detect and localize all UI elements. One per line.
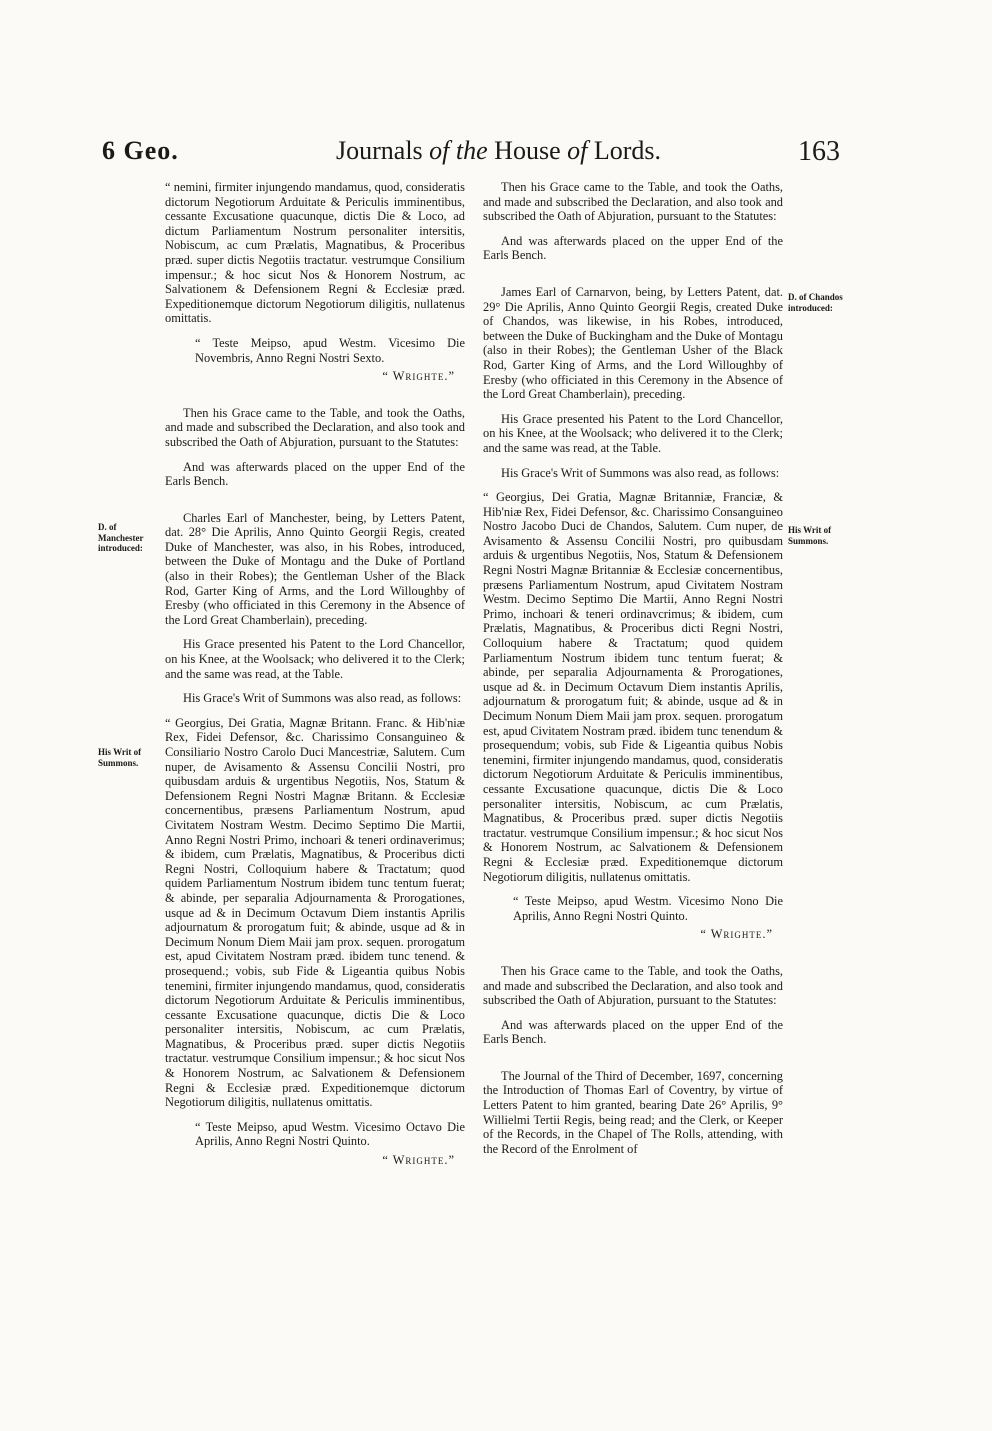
writ-conclusion-text: “ nemini, firmiter injungendo mandamus, quod, consideratis dictorum Negotiorum Arduitate & Periculis imminentibus, cessante Excusatione quacunque, dictis Die & Loco, ad dictum Parliamentum Nostrum personaliter intersitis, Nobiscum, ac cum Prælatis, Magnatibus, & Proceribus præd. super dictis Negotiis tractatur. vestrumque Consilium impensur.; & hoc sicut Nos & Honorem Nostrum, ac Salvationem & Defensionem Regni & Ecclesiæ præd. Expeditionemque dictorum Negotiorum diligitis, nullatenus omittatis.: [165, 180, 465, 326]
right-column: [483, 180, 783, 1166]
signature: “ Wrighte.”: [382, 1153, 455, 1168]
paragraph-patent-presented: His Grace presented his Patent to the Lord Chancellor, on his Knee, at the Woolsack; who delivered it to the Clerk; and the same was read, at the Table.: [165, 637, 465, 681]
teste-clause: “ Teste Meipso, apud Westm. Vicesimo Nono Die Aprilis, Anno Regni Nostri Quinto.: [513, 894, 783, 923]
paragraph-earls-bench: And was afterwards placed on the upper End of the Earls Bench.: [165, 459, 465, 489]
page-header: [98, 132, 840, 178]
writ-of-summons-text: “ Georgius, Dei Gratia, Magnæ Britann. Franc. & Hib'niæ Rex, Fidei Defensor, &c. Charissimo Consanguineo & Consiliario Nostro Carolo Duci Mancestriæ, Salutem. Cum nuper, de Avisamento & Assensu Concilii Nostri, pro quibusdam arduis & urgentibus Negotiis, Nos, Statum & Defensionem Regni Nostri Magnæ Britann. & Ecclesiæ concernentibus, præsens Parliamentum Nostrum, apud Civitatem Nostram Westm. Decimo Septimo Die Martii, Anno Regni Nostri Primo, inchoari & teneri ordinaverimus; & ibidem, cum Prælatis, Magnatibus, & Proceribus dicti Regni Nostri, Colloquium habere & Tractatum; quod quidem Parliamentum Nostrum ibidem tunc tentum fuerat; & abinde, per separalia Adjournamenta & Prorogationes, usque ad & in Decimum Octavum Diem instantis Aprilis adjournatum & prorogatum fuit; & abinde, usque ad & in Decimum Nonum Diem Maii jam prox. sequen. prorogatum est, apud Civitatem Nostram præd. ibidem tunc tenend. & prosequend.; vobis, sub Fide & Ligeantia quibus Nobis tenemini, firmiter injungendo mandamus, quod, consideratis dictorum Negotiorum Arduitate & Periculis imminentibus, cessante Excusatione quacunque, dictis Die & Loco personaliter intersitis, Nobiscum, ac cum Prælatis, Magnatibus, & Proceribus præd. super dictis Negotiis tractatur. vestrumque Consilium impensur.; & hoc sicut Nos & Honorem Nostrum, ac Salvationem & Defensionem Regni & Ecclesiæ præd. Expeditionemque dictorum Negotiorum diligitis, nullatenus omittatis.: [165, 715, 465, 1110]
paragraph-earls-bench: And was afterwards placed on the upper End of the Earls Bench.: [483, 233, 783, 263]
paragraph-writ-read: His Grace's Writ of Summons was also read, as follows:: [501, 465, 780, 480]
title-word-house: House: [494, 136, 561, 165]
running-head-regnal-year: 6 Geo.: [102, 136, 179, 165]
margin-note-chandos: D. of Chandos introduced:: [788, 292, 843, 313]
paragraph-oaths: Then his Grace came to the Table, and took the Oaths, and made and subscribed the Declaration, and also took and subscribed the Oath of Abjuration, pursuant to the Statutes:: [165, 405, 465, 449]
writ-of-summons-text: “ Georgius, Dei Gratia, Magnæ Britanniæ, Franciæ, & Hib'niæ Rex, Fidei Defensor, &c. Charissimo Consanguineo Nostro Jacobo Duci de Chandos, Salutem. Cum nuper, de Avisamento & Assensu Concilii Nostri, pro quibusdam arduis & urgentibus Negotiis, Nos, Statum & Defensionem Regni Nostri Magnæ Britanniæ & Ecclesiæ concernentibus, præsens Parliamentum Nostrum, apud Civitatem Nostram Westm. Decimo Septimo Die Martii, Anno Regni Nostri Primo, inchoari & teneri ordinavcrimus; & ibidem, cum Prælatis, Magnatibus, & Proceribus dicti Regni Nostri, Colloquium habere & Tractatum; quod quidem Parliamentum Nostrum ibidem tunc tentum fuerat; & abinde, per separalia Adjournamenta & Prorogationes, usque ad &. in Decimum Octavum Diem instantis Aprilis, adjournatum & prorogatum fuit; & abinde, usque ad & in Decimum Nonum Diem Maii jam prox. sequen. prorogatum est, apud Civitatem Nostram præd. ibidem tunc tenendum & prosequendum; vobis, sub Fide & Ligeantia quibus Nobis tenemini, firmiter injungendo mandamus, quod, consideratis dictorum Negotiorum Arduitate & Periculis imminentibus, cessante Excusatione quacunque, dictis Die & Loco personaliter intersitis, Nobiscum, ac cum Prælatis, Magnatibus, & Proceribus præd. super dictis Negotiis tractatur. vestrumque Consilium impensur.; & hoc sicut Nos & Honorem Nostrum, ac Salvationem & Defensionem Regni & Ecclesiæ præd. Expeditionemque dictorum Negotiorum diligitis, nullatenus omittatis.: [483, 490, 783, 884]
signature: “ Wrighte.”: [700, 927, 773, 942]
title-word-journals: Journals: [336, 136, 423, 165]
running-head-title: [336, 136, 661, 166]
paragraph-patent-presented: His Grace presented his Patent to the Lord Chancellor, on his Knee, at the Woolsack; who delivered it to the Clerk; and the same was read, at the Table.: [483, 411, 783, 455]
title-word-of: of: [429, 136, 450, 165]
teste-clause: “ Teste Meipso, apud Westm. Vicesimo Die Novembris, Anno Regni Nostri Sexto.: [195, 335, 465, 365]
signature: “ Wrighte.”: [382, 369, 455, 384]
paragraph-oaths: Then his Grace came to the Table, and took the Oaths, and made and subscribed the Declaration, and also took and subscribed the Oath of Abjuration, pursuant to the Statutes:: [483, 180, 783, 224]
paragraph-manchester-introduced: Charles Earl of Manchester, being, by Letters Patent, dat. 28° Die Aprilis, Anno Quinto Georgii Regis, created Duke of Manchester, was also, in his Robes, introduced, between the Duke of Montagu and the Duke of Portland (also in their Robes); the Gentleman Usher of the Black Rod, Garter King of Arms, and the Lord Willoughby of Eresby (who officiated in this Ceremony in the Absence of the Lord Great Chamberlain), preceding.: [165, 510, 465, 627]
title-word-lords: Lords.: [593, 136, 662, 165]
paragraph-oaths: Then his Grace came to the Table, and took the Oaths, and made and subscribed the Declaration, and also took and subscribed the Oath of Abjuration, pursuant to the Statutes:: [483, 963, 783, 1008]
paragraph-coventry-journal: The Journal of the Third of December, 1697, concerning the Introduction of Thomas Earl of Coventry, by virtue of Letters Patent to him granted, bearing Date 26° Aprilis, 9° Willielmi Tertii Regis, being read; and the Clerk, or Keeper of the Records, in the Chapel of The Rolls, attending, with the Record of the Enrolment of: [483, 1068, 783, 1156]
margin-note-writ-left: His Writ of Summons.: [98, 747, 142, 768]
paragraph-earls-bench: And was afterwards placed on the upper End of the Earls Bench.: [483, 1017, 783, 1047]
margin-note-writ-right: His Writ of Summons.: [788, 525, 832, 546]
title-word-of-2: of: [567, 136, 588, 165]
margin-note-manchester: D. of Manchester introduced:: [98, 522, 144, 553]
title-word-the: the: [455, 136, 488, 165]
left-column: [165, 180, 465, 1190]
paragraph-writ-read: His Grace's Writ of Summons was also read, as follows:: [183, 691, 462, 706]
paragraph-chandos-introduced: James Earl of Carnarvon, being, by Letters Patent, dat. 29° Die Aprilis, Anno Quinto Georgii Regis, created Duke of Chandos, was likewise, in his Robes, introduced, between the Duke of Buckingham and the Duke of Montagu (also in their Robes); the Gentleman Usher of the Black Rod, Garter King of Arms, and the Lord Willoughby of Eresby (who officiated in this Ceremony in the Absence of the Lord Great Chamberlain), preceding.: [483, 284, 783, 402]
page-number: 163: [798, 136, 840, 167]
teste-clause: “ Teste Meipso, apud Westm. Vicesimo Octavo Die Aprilis, Anno Regni Nostri Quinto.: [195, 1119, 465, 1149]
